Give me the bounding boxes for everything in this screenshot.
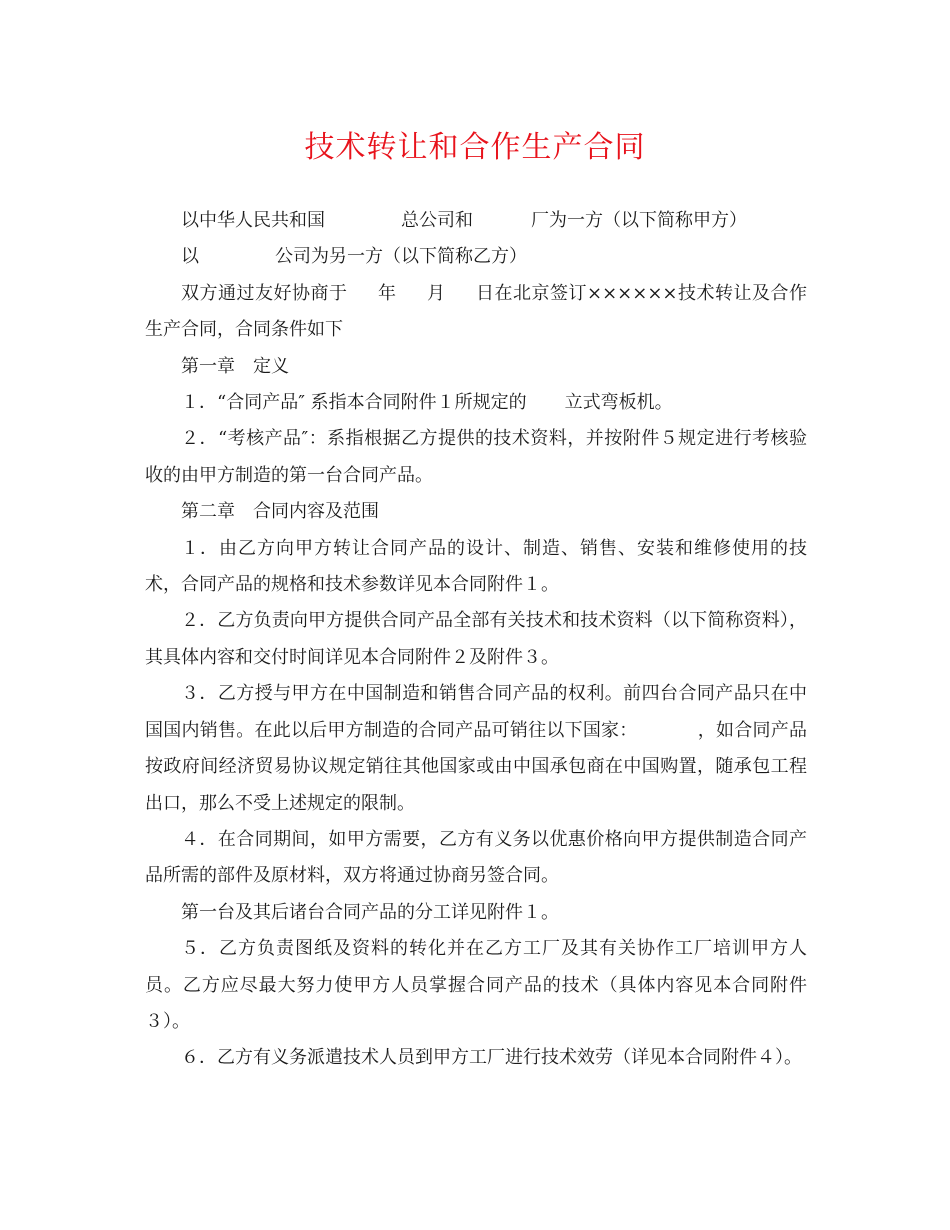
clause-3: [145, 676, 807, 822]
clause-2: ２．乙方负责向甲方提供合同产品全部有关技术和技术资料（以下简称资料），其具体内容和交付时间详见本合同附件２及附件３。: [145, 610, 807, 668]
party-a-text-2: 总公司和: [401, 210, 473, 231]
clause-3-text-2: ，如合同产品按政府间经济贸易协议规定销往其他国家或由中国承包商在中国购置，随承包工程出口，那么不受上述规定的限制。: [145, 719, 808, 814]
agreement-text-2: 日在北京签订××××××技术转让及合作生产合同，合同条件如下: [145, 282, 807, 341]
party-a-text-1: 以中华人民共和国: [181, 210, 325, 231]
clause-5: ５．乙方负责图纸及资料的转化并在乙方工厂及其有关协作工厂培训甲方人员。乙方应尽最大努力使甲方人员掌握合同产品的技术（具体内容见本合同附件３）。: [145, 938, 807, 1032]
chapter-2-heading: 第二章 合同内容及范围: [181, 501, 379, 523]
agreement-text-1: 双方通过友好协商于: [181, 282, 348, 304]
clause-6: ６．乙方有义务派遣技术人员到甲方工厂进行技术效劳（详见本合同附件４）。: [181, 1047, 802, 1069]
document-title: 技术转让和合作生产合同: [304, 130, 646, 165]
chapter-1-heading: 第一章 定义: [181, 355, 289, 377]
party-b-text-2: 公司为另一方（以下简称乙方）: [275, 246, 527, 268]
party-a-text-3: 厂为一方（以下简称甲方）: [531, 210, 747, 231]
clause-4: ４．在合同期间，如甲方需要，乙方有义务以优惠价格向甲方提供制造合同产品所需的部件及原材料，双方将通过协商另签合同。: [145, 828, 807, 887]
division-note: 第一台及其后诸台合同产品的分工详见附件１。: [181, 901, 559, 923]
party-b-text-1: 以: [181, 246, 199, 268]
paragraph-party-b: [145, 239, 807, 275]
agreement-year: 年: [377, 282, 397, 304]
paragraph-party-a: [145, 203, 807, 239]
definition-1-text-1: １．“合同产品″ 系指本合同附件１所规定的: [181, 392, 527, 414]
paragraph-agreement: [145, 276, 807, 349]
clause-3-text-1: ３．乙方授与甲方在中国制造和销售合同产品的权利。前四台合同产品只在中国国内销售。在此以后甲方制造的合同产品可销往以下国家：: [145, 683, 807, 741]
clause-1: １．由乙方向甲方转让合同产品的设计、制造、销售、安装和维修使用的技术，合同产品的规格和技术参数详见本合同附件１。: [145, 537, 807, 596]
definition-2: ２．“考核产品″：系指根据乙方提供的技术资料，并按附件５规定进行考核验收的由甲方制造的第一台合同产品。: [145, 428, 807, 486]
definition-1-text-2: 立式弯板机。: [564, 392, 673, 414]
agreement-month: 月: [426, 282, 446, 304]
definition-1: [145, 385, 807, 421]
document-body: [145, 203, 807, 1077]
